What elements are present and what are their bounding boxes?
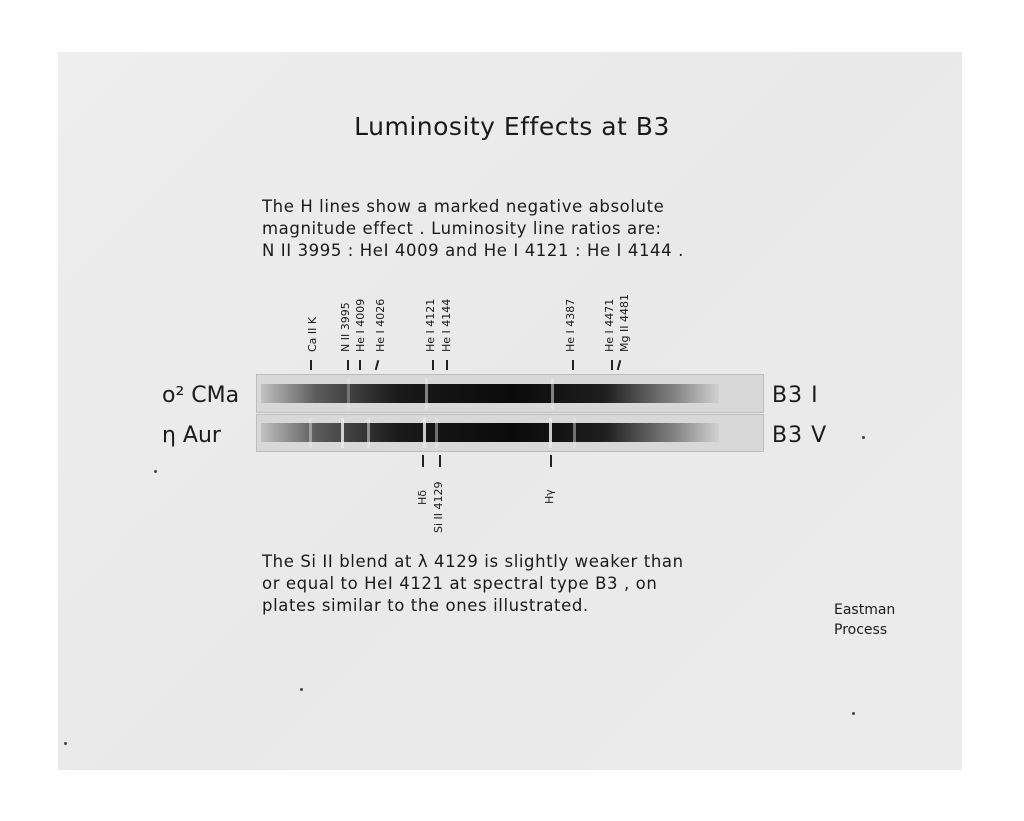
line-tick (432, 360, 434, 370)
line-label-si-ii-4129: Si II 4129 (432, 481, 445, 533)
intro-line: magnitude effect . Luminosity line ratios are: (262, 219, 662, 238)
line-label-h-gamma: Hγ (543, 489, 556, 504)
line-tick (359, 360, 361, 370)
spectral-line (367, 418, 370, 448)
line-label-h-delta: Hδ (416, 489, 429, 505)
spectrum-band (261, 384, 719, 403)
line-tick (422, 455, 424, 467)
spectral-line (435, 418, 438, 448)
spectral-line (423, 418, 426, 448)
spectrum-band (261, 423, 719, 442)
spectral-type-b3-i: B3 I (772, 383, 819, 408)
spectral-type-b3-v: B3 V (772, 423, 828, 448)
line-tick (439, 455, 441, 467)
line-label-ca-ii-k: Ca II K (306, 316, 319, 352)
spectrum-omicron2-cma (256, 374, 764, 413)
line-label-mg-ii-4481: Mg II 4481 (618, 294, 631, 352)
process-note-line: Eastman (834, 602, 896, 618)
paper-speck (300, 688, 303, 691)
line-label-he-i-4009: He I 4009 (354, 298, 367, 352)
line-tick (347, 360, 349, 370)
spectral-line (549, 418, 552, 448)
paper-speck (852, 712, 855, 715)
page-title: Luminosity Effects at B3 (354, 112, 670, 141)
line-label-he-i-4121: He I 4121 (424, 298, 437, 352)
line-tick (572, 360, 574, 370)
star-name-eta-aur: η Aur (162, 423, 221, 448)
line-label-he-i-4144: He I 4144 (440, 298, 453, 352)
outro-line: or equal to HeI 4121 at spectral type B3 , on (262, 574, 658, 593)
line-label-n-ii-3995: N II 3995 (339, 302, 352, 352)
process-note (834, 600, 895, 640)
spectral-line (573, 418, 576, 448)
line-label-he-i-4471: He I 4471 (603, 298, 616, 352)
spectral-line (551, 378, 554, 409)
line-tick (611, 360, 613, 370)
intro-line: N II 3995 : HeI 4009 and He I 4121 : He I 4144 . (262, 241, 684, 260)
line-tick (446, 360, 448, 370)
spectral-line (309, 418, 312, 448)
line-label-he-i-4026: He I 4026 (374, 298, 387, 352)
spectral-line (347, 378, 350, 409)
paper-speck (862, 436, 865, 439)
outro-line: plates similar to the ones illustrated. (262, 596, 589, 615)
spectral-line (341, 418, 344, 448)
star-name-omicron2-cma: o² CMa (162, 383, 240, 408)
process-note-line: Process (834, 622, 888, 638)
intro-paragraph (262, 196, 684, 262)
line-label-he-i-4387: He I 4387 (564, 298, 577, 352)
line-tick (550, 455, 552, 467)
paper-speck (64, 742, 67, 745)
outro-paragraph (262, 551, 684, 617)
spectral-line (425, 378, 428, 409)
line-tick (310, 360, 312, 370)
spectrum-eta-aur (256, 414, 764, 452)
intro-line: The H lines show a marked negative absolute (262, 197, 665, 216)
outro-line: The Si II blend at λ 4129 is slightly weaker than (262, 552, 684, 571)
paper-speck (154, 470, 157, 473)
